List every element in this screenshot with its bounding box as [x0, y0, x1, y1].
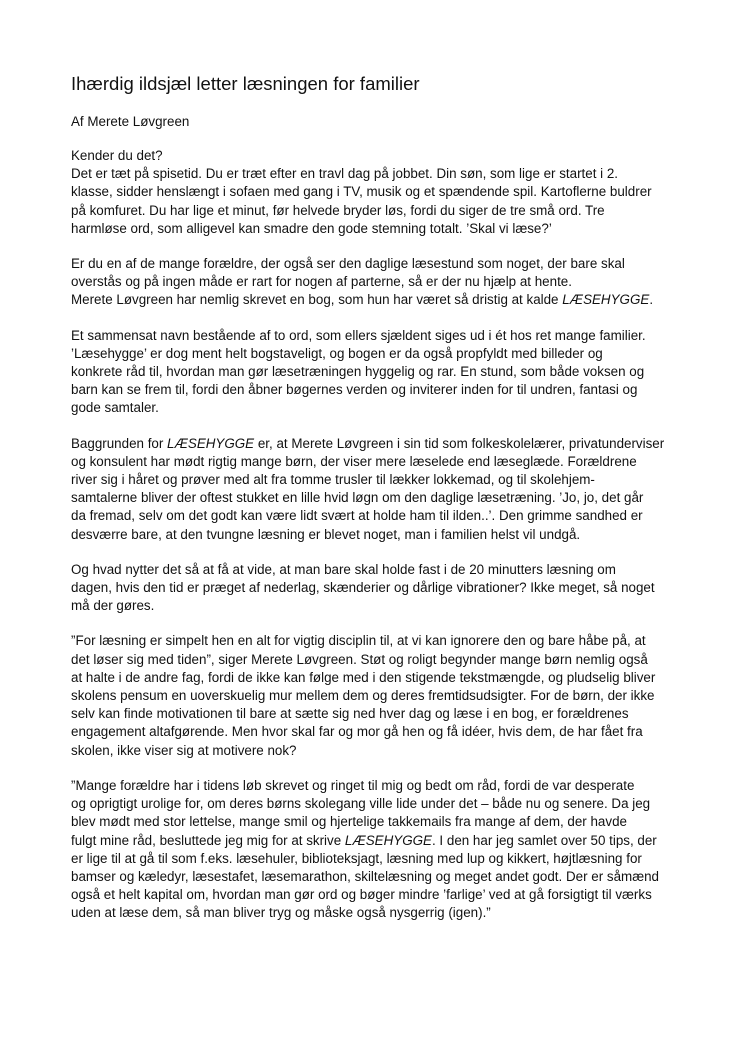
text-line: Og hvad nytter det så at få at vide, at man bare skal holde fast i de 20 minutters læsning om [71, 561, 616, 577]
book-title: LÆSEHYGGE [562, 292, 650, 308]
text-line: og konsulent har mødt rigtig mange børn, der viser mere læselede end læseglæde. Forældrene [71, 453, 637, 469]
text-line: at halte i de andre fag, fordi de ikke kan følge med i den stigende tekstmængde, og pludselig bliver [71, 669, 656, 685]
paragraph-intro [71, 147, 681, 238]
paragraph-background [71, 435, 681, 544]
paragraph-name [71, 327, 681, 418]
text-line: harmløse ord, som alligevel kan smadre den gode stemning totalt. ’Skal vi læse?’ [71, 220, 552, 236]
text-line: barn kan se frem til, fordi den åbner bøgernes verden og inviterer inden for til undren, fantasi og [71, 382, 638, 398]
text-line: ’Læsehygge’ er dog ment helt bogstaveligt, og bogen er da også propfyldt med billeder og [71, 345, 603, 361]
text-line: konkrete råd til, hvordan man gør læsetræningen hyggelig og rar. En stund, som både voksen og [71, 364, 645, 380]
text-line: desværre bare, at den tvungne læsning er blevet noget, man i familien helst vil undgå. [71, 526, 581, 542]
book-title: LÆSEHYGGE [344, 832, 432, 848]
text-line: og oprigtigt urolige for, om deres børns skolegang ville lide under det – både nu og senere. Da jeg [71, 796, 651, 812]
text-line: gode samtaler. [71, 400, 159, 416]
text-segment: . [649, 292, 654, 308]
paragraph-twenty-minutes [71, 561, 681, 616]
text-line [71, 435, 681, 453]
text-line: ”Mange forældre har i tidens løb skrevet og ringet til mig og bedt om råd, fordi de var desperate [71, 777, 635, 793]
text-line: skolen, ikke viser sig at motivere nok? [71, 742, 297, 758]
text-line: blev mødt med stor lettelse, mange smil og hjertelige takkemails fra mange af dem, der havde [71, 814, 627, 830]
text-line: Et sammensat navn bestående af to ord, som ellers sjældent siges ud i ét hos ret mange familier. [71, 327, 646, 343]
text-segment: . I den har jeg samlet over 50 tips, der [431, 832, 657, 848]
text-line: klasse, sidder henslængt i sofaen med gang i TV, musik og et spændende spil. Kartoflerne buldrer [71, 184, 652, 200]
text-line: engagement altafgørende. Men hvor skal far og mor gå hen og få idéer, hvis dem, de har fået fra [71, 724, 643, 740]
paragraph-quote-tips [71, 777, 681, 923]
text-line: samtalerne bliver der oftest stukket en lille hvid løgn om den daglige læsetræning. ’Jo, jo, det går [71, 490, 644, 506]
text-line: skolens pensum en uoverskuelig mur mellem dem og deres fremtidsudsigter. For de børn, der ikke [71, 688, 655, 704]
text-line: det løser sig med tiden”, siger Merete Løvgreen. Støt og roligt begynder mange børn nemlig også [71, 651, 648, 667]
text-line: Det er tæt på spisetid. Du er træt efter en travl dag på jobbet. Din søn, som lige er startet i 2. [71, 166, 619, 182]
text-line: overstås og på ingen måde er rart for nogen af parterne, så er der nu hjælp at hente. [71, 274, 572, 290]
book-title: LÆSEHYGGE [167, 435, 255, 451]
text-line: er lige til at gå til som f.eks. læsehuler, biblioteksjagt, læsning med lup og kikkert, højtlæsning for [71, 850, 642, 866]
text-line [71, 832, 681, 850]
text-line: dagen, hvis den tid er præget af nederlag, skænderier og dårlige vibrationer? Ikke meget, så noget [71, 580, 655, 596]
text-line [71, 291, 681, 309]
paragraph-parents [71, 255, 681, 310]
text-line: river sig i håret og prøver med alt fra tomme trusler til lækker lokkemad, og til skolehjem- [71, 472, 595, 488]
text-line: på komfuret. Du har lige et minut, før helvede bryder løs, fordi du siger de tre små ord. Tre [71, 202, 605, 218]
text-segment: fulgt mine råd, besluttede jeg mig for at skrive [71, 832, 345, 848]
article-title: Ihærdig ildsjæl letter læsningen for familier [71, 73, 420, 94]
document-page [71, 72, 681, 940]
text-segment: Baggrunden for [71, 435, 168, 451]
text-line: da fremad, selv om det godt kan være lidt svært at holde ham til ilden..’. Den grimme sandhed er [71, 508, 643, 524]
text-line: Er du en af de mange forældre, der også ser den daglige læsestund som noget, der bare skal [71, 256, 625, 272]
text-line: også et helt kapital om, hvordan man gør ord og bøger mindre ’farlige’ ved at gå forsigtigt til værks [71, 887, 652, 903]
text-line: uden at læse dem, så man bliver tryg og måske også nysgerrig (igen).” [71, 905, 491, 921]
text-segment: Merete Løvgreen har nemlig skrevet en bog, som hun har været så dristig at kalde [71, 292, 563, 308]
article-byline: Af Merete Løvgreen [71, 114, 190, 129]
text-line: bamser og kæledyr, læsestafet, læsemarathon, skiltelæsning og meget andet godt. Der er såmænd [71, 868, 659, 884]
text-segment: er, at Merete Løvgreen i sin tid som folkeskolelærer, privatunderviser [254, 435, 665, 451]
text-line: må der gøres. [71, 598, 155, 614]
text-line: ”For læsning er simpelt hen en alt for vigtig disciplin til, at vi kan ignorere den og bare håbe på, at [71, 633, 646, 649]
text-line: Kender du det? [71, 148, 163, 163]
text-line: selv kan finde motivationen til bare at sætte sig ned hver dag og læse i en bog, er forældrenes [71, 706, 629, 722]
paragraph-quote-discipline [71, 632, 681, 759]
